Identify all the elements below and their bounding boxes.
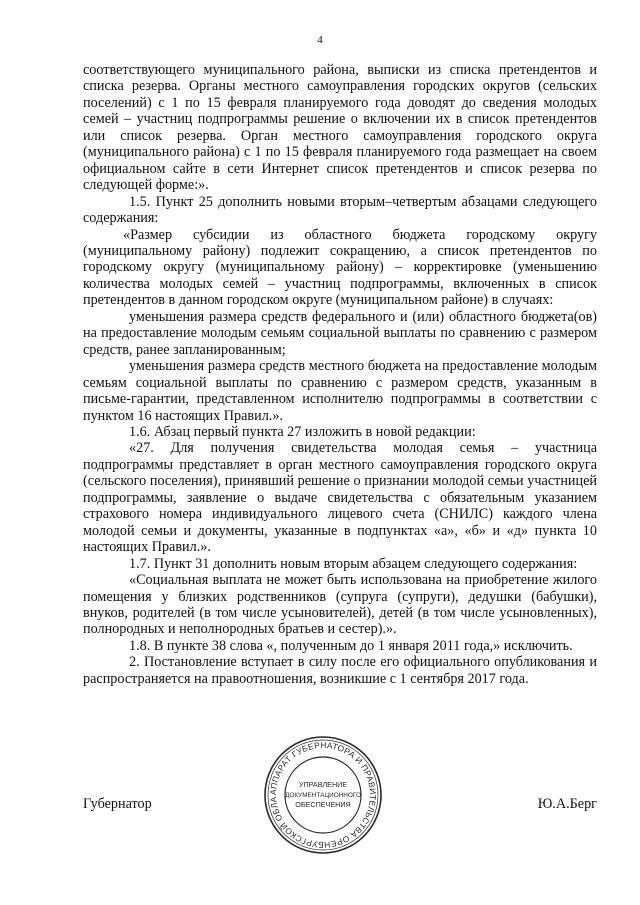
document-body <box>83 62 597 687</box>
paragraph-quote-subsidy: «Размер субсидии из областного бюджета городскому округу (муниципальному району) подлежит сокращению, а список претендентов по городскому округу (муниципальному району) – корректировке (уменьшению количества молодых семей – участниц подпрограммы, включенных в список претендентов в данном городском округе (муниципальном районе) в случаях: <box>83 226 597 309</box>
stamp-ring-text: АППАРАТ ГУБЕРНАТОРА И ПРАВИТЕЛЬСТВА ОРЕНБУРГСКОЙ ОБЛА <box>267 739 379 851</box>
signatory-name: Ю.А.Берг <box>537 796 597 812</box>
stamp-line-1: УПРАВЛЕНИЕ <box>298 780 348 789</box>
official-stamp <box>262 734 384 856</box>
paragraph-quote-27: «27. Для получения свидетельства молодая семья – участница подпрограммы представляет в орган местного самоуправления городского округа (сельского поселения), принявший решение о признании молодой семьи участницей подпрограммы, заявление о выдаче свидетельства с обязательным указанием страхового номера индивидуального лицевого счета (СНИЛС) каждого члена молодой семьи и документы, указанные в подпунктах «а», «б» и «д» пункта 10 настоящих Правил.». <box>83 440 597 556</box>
paragraph-1-5: 1.5. Пункт 25 дополнить новыми вторым–четвертым абзацами следующего содержания: <box>83 193 597 227</box>
page-number: 4 <box>317 34 323 46</box>
signatory-position: Губернатор <box>83 796 152 812</box>
paragraph-case-federal: уменьшения размера средств федерального и (или) областного бюджета(ов) на предоставление молодым семьям социальной выплаты по сравнению с размером средств, ранее запланированным; <box>83 308 597 358</box>
paragraph-continuation: соответствующего муниципального района, выписки из списка претендентов и списка резерва. Органы местного самоуправления городских округов (сельских поселений) с 1 по 15 февраля планируемого года доводят до сведения молодых семей – участниц подпрограммы решение о включении их в список претендентов или список резерва. Орган местного самоуправления городского округа (муниципального района) с 1 по 15 февраля планируемого года размещает на своем официальном сайте в сети Интернет список претендентов и список резерва по следующей форме:». <box>83 62 597 194</box>
paragraph-quote-social: «Социальная выплата не может быть использована на приобретение жилого помещения у близких родственников (супруга (супруги), дедушки (бабушки), внуков, родителей (в том числе усыновителей), детей (в том числе усыновленных), полнородных и неполнородных братьев и сестер).». <box>83 572 597 638</box>
paragraph-2: 2. Постановление вступает в силу после его официального опубликования и распространяется на правоотношения, возникшие с 1 сентября 2017 года. <box>83 654 597 687</box>
paragraph-1-6: 1.6. Абзац первый пункта 27 изложить в новой редакции: <box>129 423 476 440</box>
stamp-line-3: ОБЕСПЕЧЕНИЯ <box>295 800 351 809</box>
stamp-seal-icon <box>262 734 384 856</box>
paragraph-1-7: 1.7. Пункт 31 дополнить новым вторым абзацем следующего содержания: <box>129 555 578 572</box>
stamp-line-2: ДОКУМЕНТАЦИОННОГО <box>285 792 361 799</box>
paragraph-case-local: уменьшения размера средств местного бюджета на предоставление молодым семьям социальной выплаты по сравнению с размером средств, указанным в письме-гарантии, представленном исполнителю подпрограммы в соответствии с пунктом 16 настоящих Правил.». <box>83 358 597 424</box>
paragraph-1-8: 1.8. В пункте 38 слова «, полученным до 1 января 2011 года,» исключить. <box>129 637 573 654</box>
